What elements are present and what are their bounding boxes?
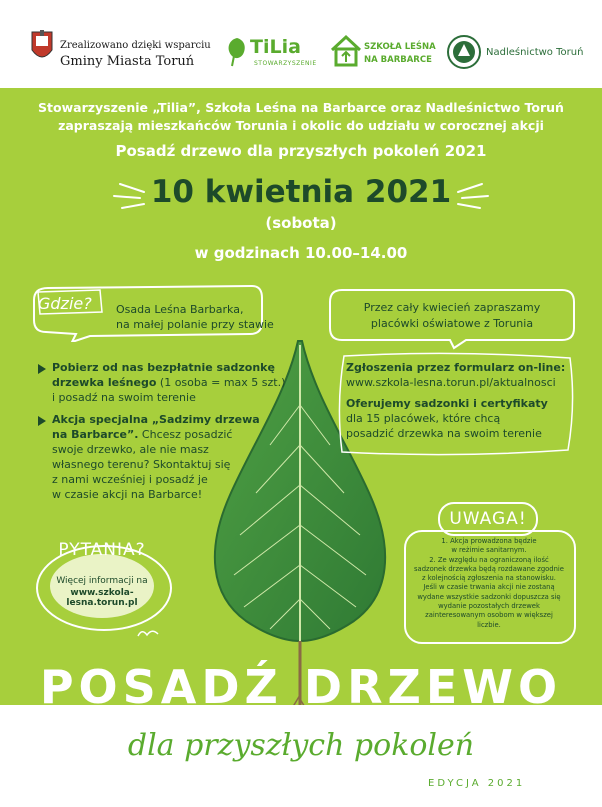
city-crest-icon [30, 28, 54, 64]
tilia-logo-text: TiLia [250, 36, 301, 58]
registration-title: Zgłoszenia przez formularz on-line: [346, 361, 566, 374]
bird-doodle-icon [136, 626, 160, 640]
place-line-2: na małej polanie przy stawie [116, 318, 274, 331]
header-bar [0, 0, 602, 88]
arrow-bullet-icon [38, 416, 46, 426]
uwaga-text [414, 537, 564, 630]
arrow-bullet-icon [38, 364, 46, 374]
offer-title: Oferujemy sadzonki i certyfikaty [346, 397, 548, 410]
item1-line2 [52, 375, 285, 390]
item2-bold-line1: Akcja specjalna „Sadzimy drzewa [52, 413, 260, 426]
uwaga-title: UWAGA! [438, 502, 538, 536]
uwaga-line: 2. Ze względu na ograniczoną ilość [429, 555, 549, 564]
uwaga-line: wydanie pozostałych drzewek [438, 602, 540, 611]
place-line-1: Osada Leśna Barbarka, [116, 303, 244, 316]
intro-line-2: zapraszają mieszkańców Torunia i okolic do udziału w corocznej akcji [58, 118, 544, 133]
uwaga-line: z kolejnością zgłoszenia na stanowisku. [422, 574, 556, 583]
footer-edition: EDYCJA 2021 [428, 778, 526, 789]
sponsor-line-1: Zrealizowano dzięki wsparciu [60, 40, 211, 51]
footer-big-title: POSADŹ DRZEWO [39, 660, 563, 714]
item1-rest-line2: (1 osoba = max 5 szt.) [156, 376, 286, 389]
event-day: (sobota) [265, 214, 337, 232]
sponsor-line-2: Gminy Miasta Toruń [60, 54, 195, 69]
szkola-logo-line-2: NA BARBARCE [364, 55, 432, 65]
uwaga-line: w reżimie sanitarnym. [451, 546, 527, 555]
item2-rest-line2: Chcesz posadzić [138, 428, 233, 441]
footer-script-title: dla przyszłych pokoleń [127, 728, 475, 763]
szkola-logo-line-1: SZKOŁA LEŚNA [364, 42, 436, 52]
uwaga-line: sadzonek drzewka będą rozdawane zgodnie [414, 564, 564, 573]
nadlesnictwo-label: Nadleśnictwo Toruń [486, 47, 584, 58]
pytania-line-1: Więcej informacji na [56, 576, 148, 586]
uwaga-line: zainteresowanym osobom w większej liczbie. [425, 611, 553, 629]
gdzie-label: Gdzie? [38, 294, 92, 313]
event-date: 10 kwietnia 2021 [150, 174, 452, 210]
tilia-logo-subtitle: STOWARZYSZENIE [254, 60, 317, 67]
uwaga-line: wydane wszystkie sadzonki dopuszcza się [417, 592, 561, 601]
pytania-inner [50, 554, 154, 618]
pytania-title: PYTANIA? [58, 540, 146, 560]
item2-line6: w czasie akcji na Barbarce! [52, 488, 203, 501]
right-bubble-line-2: placówki oświatowe z Torunia [370, 317, 534, 330]
event-hours: w godzinach 10.00–14.00 [194, 244, 408, 262]
offer-line-1: dla 15 placówek, które chcą [346, 412, 501, 425]
intro-line-1: Stowarzyszenie „Tilia”, Szkoła Leśna na Barbarce oraz Nadleśnictwo Toruń [38, 100, 564, 115]
right-bubble-line-1: Przez cały kwiecień zapraszamy [363, 301, 541, 314]
offer-line-2: posadzić drzewka na swoim terenie [346, 427, 542, 440]
item2-line5: z nami wcześniej i posadź je [52, 473, 208, 486]
intro-title: Posadź drzewo dla przyszłych pokoleń 2021 [115, 142, 487, 160]
item2-bold-line2: na Barbarce”. [52, 428, 139, 441]
item2-line4: własnego terenu? Skontaktuj się [52, 458, 231, 471]
pytania-url[interactable]: www.szkola-lesna.torun.pl [66, 588, 138, 608]
tilia-leaf-logo [224, 34, 250, 68]
item1-bold-line2: drzewka leśnego [52, 376, 157, 389]
item1-line3: i posadź na swoim terenie [52, 391, 196, 404]
item1-bold-line1: Pobierz od nas bezpłatnie sadzonkę [52, 361, 275, 374]
item2-line3: swoje drzewko, ale nie masz [52, 443, 209, 456]
uwaga-line: 1. Akcja prowadzona będzie [441, 537, 537, 545]
registration-url[interactable]: www.szkola-lesna.torun.pl/aktualnosci [346, 376, 556, 389]
nadlesnictwo-emblem [446, 34, 482, 70]
szkola-lesna-house-logo [330, 34, 362, 68]
uwaga-line: Jeśli w czasie trwania akcji nie zostaną [423, 583, 555, 592]
item2-line2 [52, 427, 232, 442]
